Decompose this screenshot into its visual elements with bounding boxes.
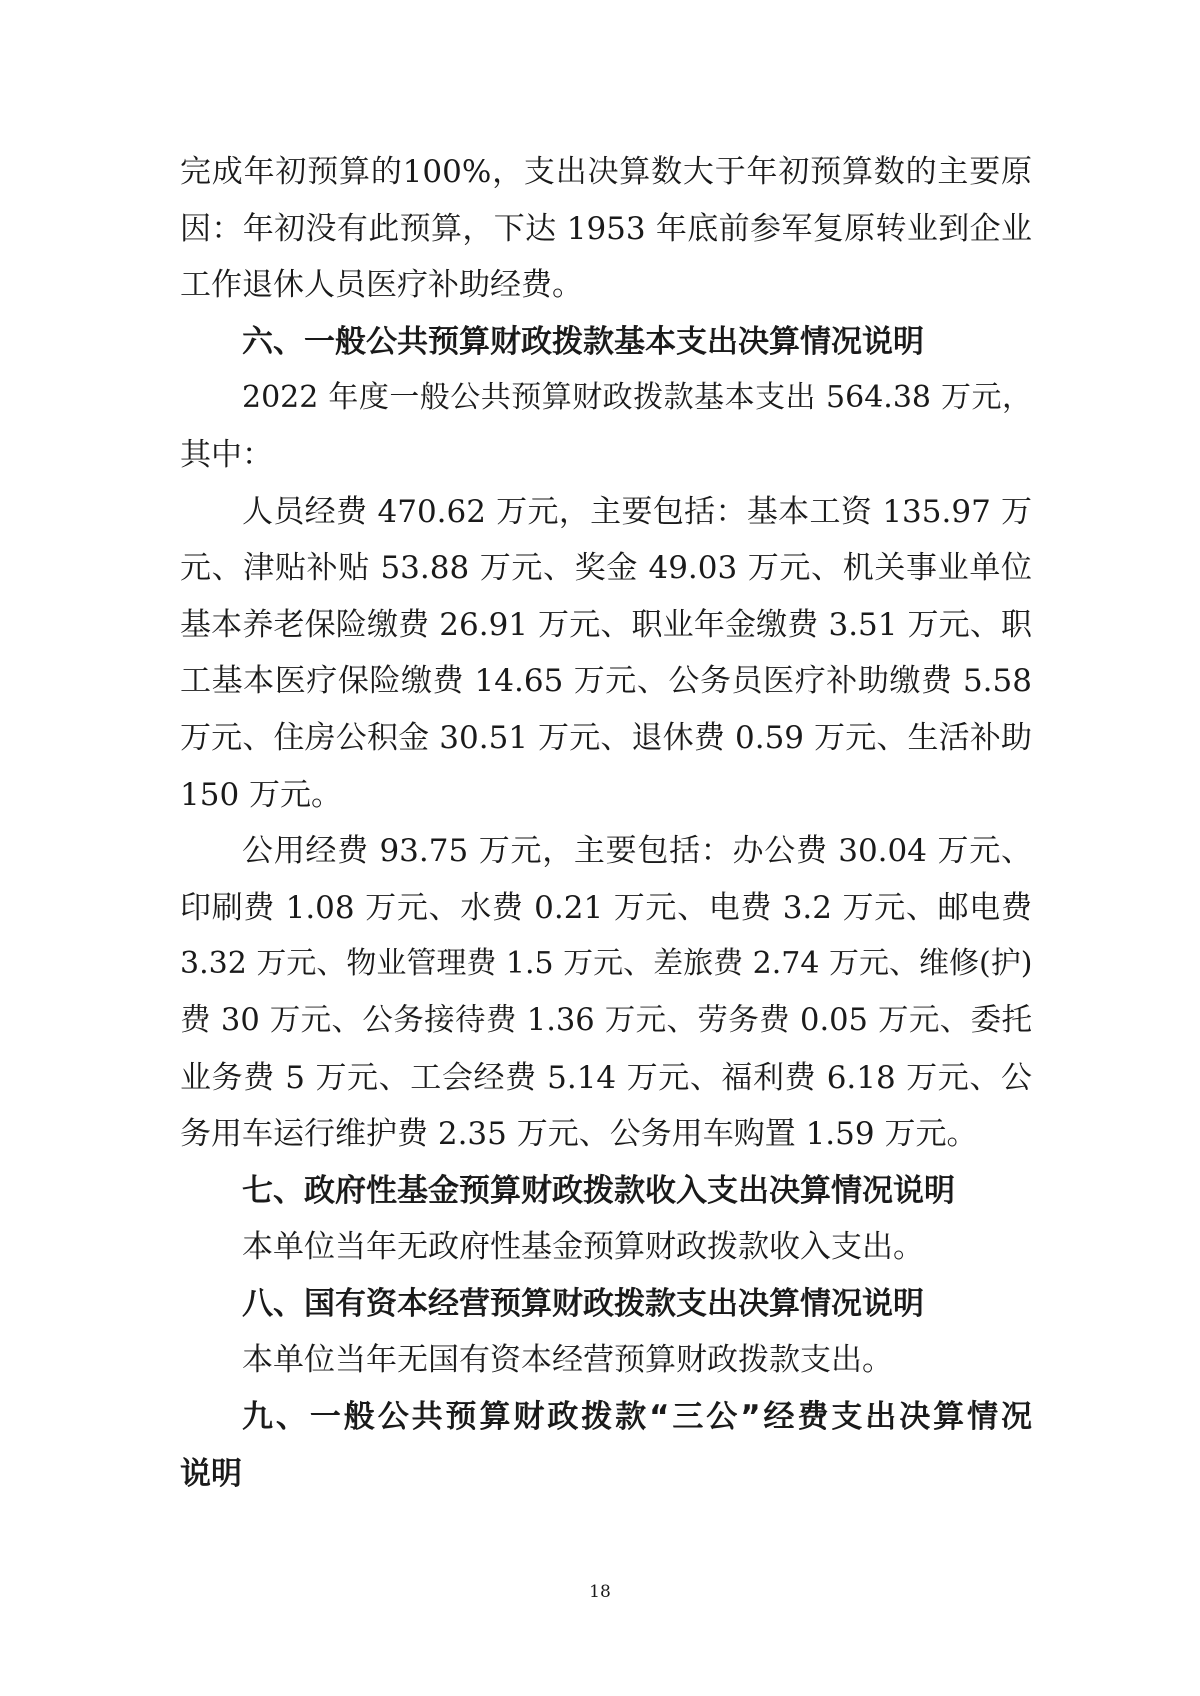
- paragraph-budget-reason: [180, 144, 1032, 314]
- text-line: 150 万元。: [180, 776, 343, 813]
- text-line: 公用经费 93.75 万元，主要包括：办公费 30.04 万元、: [242, 833, 1032, 870]
- text-line: 其中：: [180, 436, 273, 473]
- section-heading-9: 九、一般公共预算财政拨款“三公”经费支出决算情况: [242, 1399, 1032, 1436]
- text-line: 费 30 万元、公务接待费 1.36 万元、劳务费 0.05 万元、委托: [180, 1002, 1032, 1038]
- section-heading-7: 七、政府性基金预算财政拨款收入支出决算情况说明: [242, 1172, 955, 1209]
- document-page: [180, 144, 1032, 1502]
- paragraph-basic-expenditure: [180, 370, 1032, 483]
- text-line: 因：年初没有此预算，下达 1953 年底前参军复原转业到企业: [180, 210, 1032, 247]
- paragraph-personnel-expenses: [180, 484, 1032, 824]
- text-line: 基本养老保险缴费 26.91 万元、职业年金缴费 3.51 万元、职: [180, 606, 1032, 643]
- text-line: 业务费 5 万元、工会经费 5.14 万元、福利费 6.18 万元、公: [180, 1059, 1032, 1096]
- text-line: 2022 年度一般公共预算财政拨款基本支出 564.38 万元，: [242, 380, 1032, 416]
- text-line: 人员经费 470.62 万元，主要包括：基本工资 135.97 万: [242, 493, 1032, 530]
- paragraph-government-fund: 本单位当年无政府性基金预算财政拨款收入支出。: [242, 1229, 924, 1266]
- section-heading-8: 八、国有资本经营预算财政拨款支出决算情况说明: [242, 1285, 924, 1322]
- text-line: 务用车运行维护费 2.35 万元、公务用车购置 1.59 万元。: [180, 1116, 978, 1153]
- paragraph-state-capital: 本单位当年无国有资本经营预算财政拨款支出。: [242, 1342, 893, 1379]
- text-line: 完成年初预算的100%，支出决算数大于年初预算数的主要原: [180, 154, 1032, 190]
- text-line: 元、津贴补贴 53.88 万元、奖金 49.03 万元、机关事业单位: [180, 550, 1032, 587]
- section-heading-6: 六、一般公共预算财政拨款基本支出决算情况说明: [242, 323, 924, 360]
- page-number: 18: [589, 1582, 611, 1602]
- paragraph-public-expenses: [180, 823, 1032, 1163]
- section-heading-9-cont: 说明: [180, 1455, 242, 1492]
- text-line: 工作退休人员医疗补助经费。: [180, 267, 583, 304]
- text-line: 3.32 万元、物业管理费 1.5 万元、差旅费 2.74 万元、维修(护): [180, 946, 1033, 982]
- text-line: 万元、住房公积金 30.51 万元、退休费 0.59 万元、生活补助: [180, 719, 1032, 756]
- text-line: 印刷费 1.08 万元、水费 0.21 万元、电费 3.2 万元、邮电费: [180, 889, 1032, 926]
- text-line: 工基本医疗保险缴费 14.65 万元、公务员医疗补助缴费 5.58: [180, 663, 1032, 700]
